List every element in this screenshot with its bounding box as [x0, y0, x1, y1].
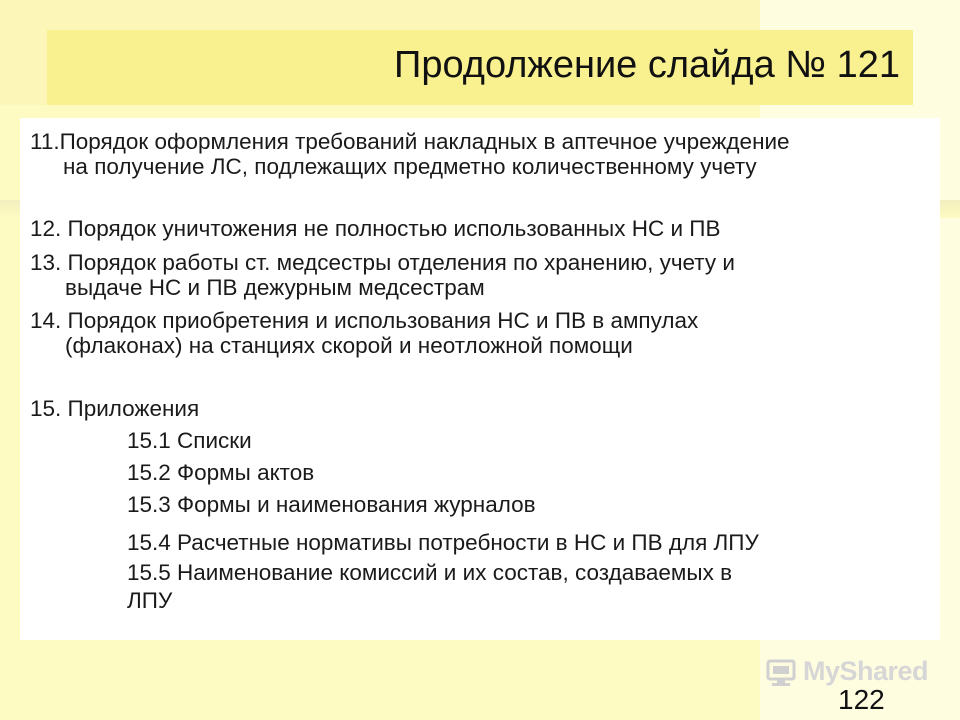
- sub-item-15-5-continued: ЛПУ: [127, 588, 173, 613]
- list-item-12: [30, 215, 720, 243]
- content-box: [20, 118, 940, 640]
- list-item-13: [30, 249, 735, 302]
- item-line: 13. Порядок работы ст. медсестры отделения по хранению, учету и: [30, 250, 735, 275]
- item-line-continued: (флаконах) на станциях скорой и неотложной помощи: [65, 333, 633, 358]
- item-line-continued: выдаче НС и ПВ дежурным медсестрам: [65, 275, 485, 300]
- slide-title: Продолжение слайда № 121: [394, 44, 900, 86]
- sub-item-15-2: 15.2 Формы актов: [127, 460, 315, 485]
- sub-item-15-5: 15.5 Наименование комиссий и их состав, создаваемых в: [127, 560, 733, 585]
- list-item-15: [30, 395, 199, 423]
- item-line-continued: на получение ЛС, подлежащих предметно количественному учету: [63, 154, 757, 179]
- item-line: 11.Порядок оформления требований накладных в аптечное учреждение: [30, 129, 790, 154]
- sub-item-15-3: 15.3 Формы и наименования журналов: [127, 492, 536, 517]
- item-line: 12. Порядок уничтожения не полностью использованных НС и ПВ: [30, 216, 721, 241]
- page-number: 122: [838, 684, 885, 715]
- myshared-logo-icon: [765, 658, 799, 688]
- sub-item-15-4: 15.4 Расчетные нормативы потребности в НС и ПВ для ЛПУ: [127, 530, 759, 555]
- watermark-text: MyShared: [803, 656, 929, 686]
- sub-item-15-1: 15.1 Списки: [127, 428, 252, 453]
- item-line: 15. Приложения: [30, 396, 200, 421]
- list-item-11: [30, 128, 790, 181]
- list-item-14: [30, 307, 698, 360]
- item-line: 14. Порядок приобретения и использования НС и ПВ в ампулах: [30, 308, 699, 333]
